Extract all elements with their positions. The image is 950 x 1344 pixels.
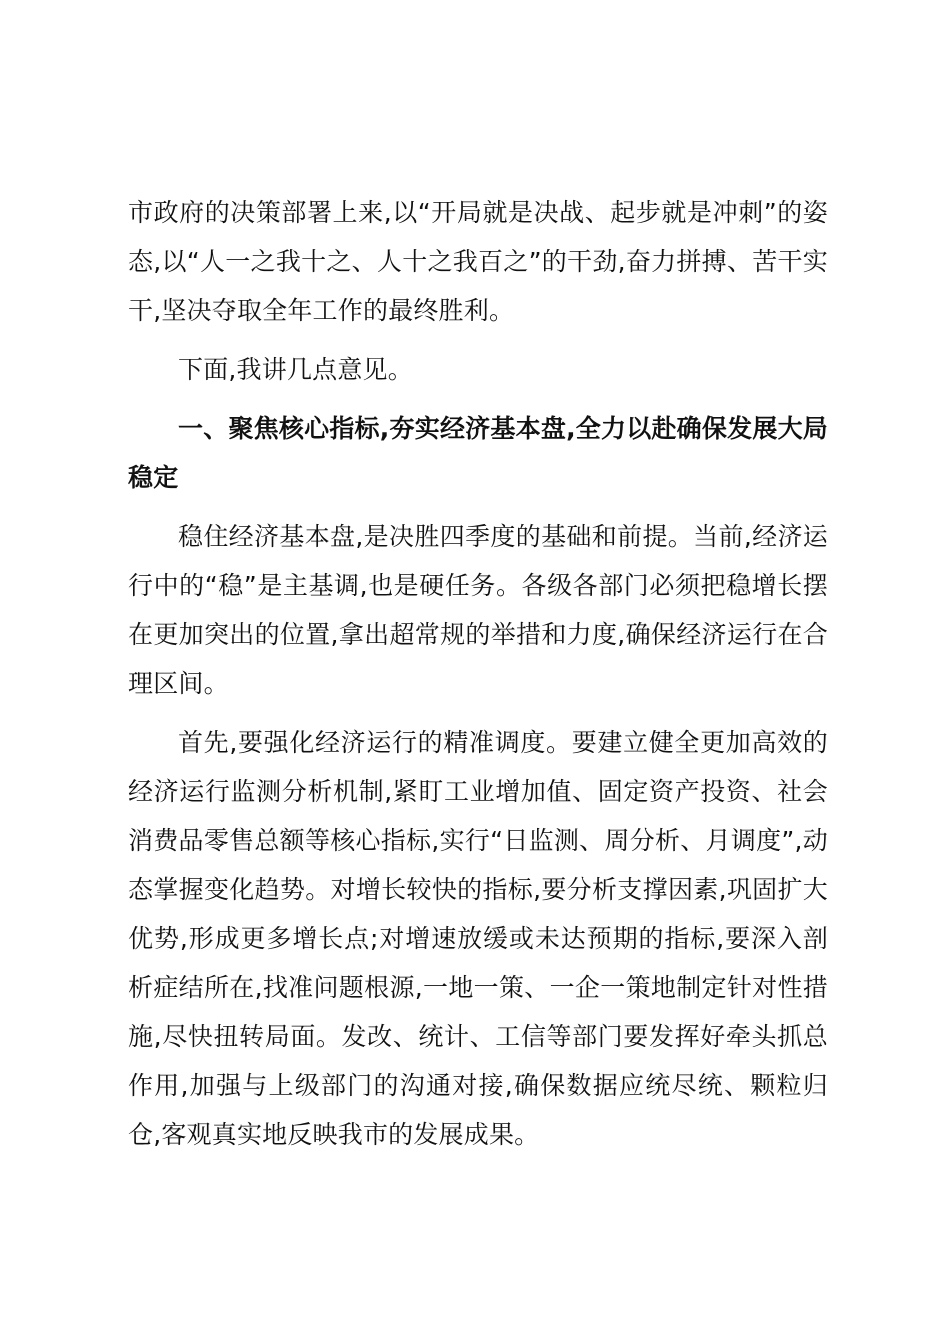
section-heading: 一、聚焦核心指标,夯实经济基本盘,全力以赴确保发展大局稳定	[128, 414, 828, 492]
document-body	[128, 188, 828, 1169]
paragraph-continuation: 市政府的决策部署上来,以“开局就是决战、起步就是冲刺”的姿态,以“人一之我十之、人十之我百之”的干劲,奋力拼搏、苦干实干,坚决夺取全年工作的最终胜利。	[128, 198, 828, 325]
paragraph-dispatch: 首先,要强化经济运行的精准调度。要建立健全更加高效的经济运行监测分析机制,紧盯工业增加值、固定资产投资、社会消费品零售总额等核心指标,实行“日监测、周分析、月调度”,动态掌握变化趋势。对增长较快的指标,要分析支撑因素,巩固扩大优势,形成更多增长点;对增速放缓或未达预期的指标,要深入剖析症结所在,找准问题根源,一地一策、一企一策地制定针对性措施,尽快扭转局面。发改、统计、工信等部门要发挥好牵头抓总作用,加强与上级部门的沟通对接,确保数据应统尽统、颗粒归仓,客观真实地反映我市的发展成果。	[128, 728, 828, 1149]
paragraph-stability: 稳住经济基本盘,是决胜四季度的基础和前提。当前,经济运行中的“稳”是主基调,也是硬任务。各级各部门必须把稳增长摆在更加突出的位置,拿出超常规的举措和力度,确保经济运行在合理区间。	[128, 522, 828, 698]
paragraph-intro: 下面,我讲几点意见。	[178, 355, 413, 384]
